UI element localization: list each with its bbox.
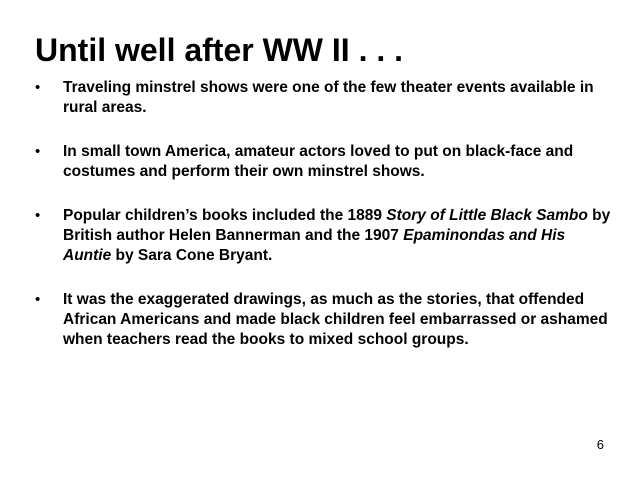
book-title-text: Epaminondas and His Auntie xyxy=(63,227,566,264)
bullet-marker: • xyxy=(35,143,41,160)
bullet-marker: • xyxy=(35,79,41,96)
bullet-marker: • xyxy=(35,207,41,224)
bullet-text-run: by Sara Cone Bryant. xyxy=(111,247,273,264)
bullet-item xyxy=(35,290,615,350)
bullet-list xyxy=(35,78,615,374)
bullet-text-run: Traveling minstrel shows were one of the few theater events available in rural areas. xyxy=(63,79,594,116)
bullet-item xyxy=(35,206,615,266)
book-title-text: Story of Little Black Sambo xyxy=(386,207,588,224)
bullet-item xyxy=(35,78,615,118)
bullet-text-run: by British author Helen Bannerman and the 1907 xyxy=(63,207,611,244)
bullet-marker: • xyxy=(35,291,41,308)
slide-title: Until well after WW II . . . xyxy=(35,32,404,68)
bullet-text-run: It was the exaggerated drawings, as much as the stories, that offended African Americans and made black children feel embarrassed or ashamed when teachers read the books to mixed school groups. xyxy=(63,291,608,348)
bullet-text xyxy=(63,143,573,180)
bullet-item xyxy=(35,142,615,182)
bullet-text xyxy=(63,291,608,348)
bullet-text-run: In small town America, amateur actors loved to put on black-face and costumes and perform their own minstrel shows. xyxy=(63,143,574,180)
bullet-text xyxy=(63,207,610,264)
page-number: 6 xyxy=(596,437,604,452)
bullet-text-run: Popular children’s books included the 1889 xyxy=(63,207,387,224)
bullet-text xyxy=(63,79,594,116)
